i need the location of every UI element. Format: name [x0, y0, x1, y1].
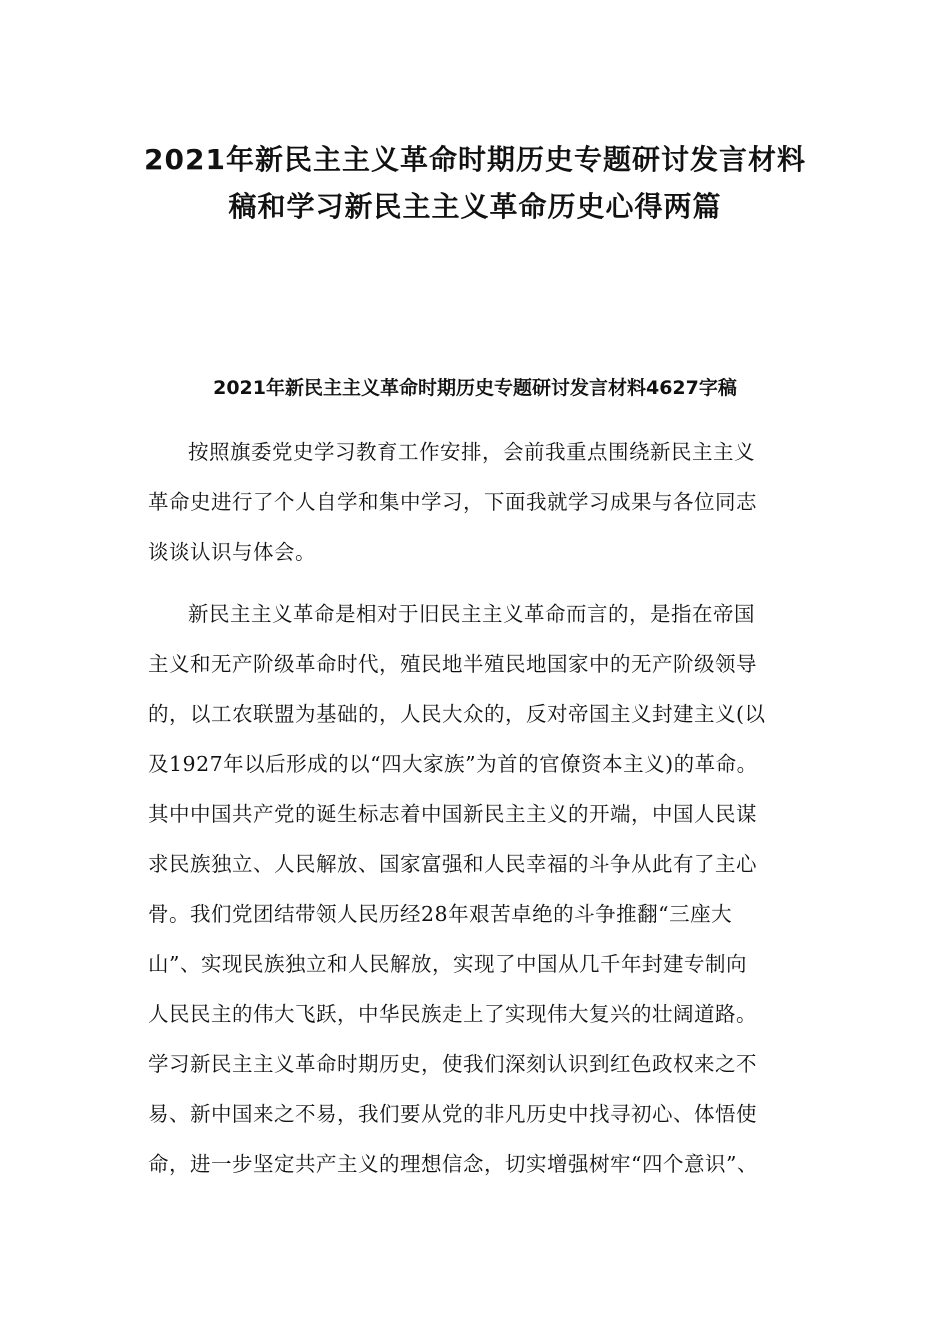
- paragraph-line: 学习新民主主义革命时期历史，使我们深刻认识到红色政权来之不: [148, 1052, 757, 1076]
- paragraph-line: 求民族独立、人民解放、国家富强和人民幸福的斗争从此有了主心: [148, 852, 757, 876]
- paragraph-line: 命，进一步坚定共产主义的理想信念，切实增强树牢“四个意识”、: [148, 1152, 758, 1176]
- paragraph-line: 骨。我们党团结带领人民历经28年艰苦卓绝的斗争推翻“三座大: [148, 902, 733, 926]
- paragraph-line: 按照旗委党史学习教育工作安排，会前我重点围绕新民主主义: [188, 440, 755, 464]
- paragraph-line: 其中中国共产党的诞生标志着中国新民主主义的开端，中国人民谋: [148, 802, 757, 826]
- paragraph-line: 山”、实现民族独立和人民解放，实现了中国从几千年封建专制向: [148, 952, 747, 976]
- paragraph-line: 革命史进行了个人自学和集中学习，下面我就学习成果与各位同志: [148, 490, 757, 514]
- paragraph-line: 新民主主义革命是相对于旧民主主义革命而言的，是指在帝国: [188, 602, 755, 626]
- paragraph-line: 的，以工农联盟为基础的，人民大众的，反对帝国主义封建主义(以: [148, 702, 766, 726]
- paragraph-line: 谈谈认识与体会。: [148, 540, 316, 564]
- paragraph-line: 人民民主的伟大飞跃，中华民族走上了实现伟大复兴的壮阔道路。: [148, 1002, 757, 1026]
- paragraph-line: 易、新中国来之不易，我们要从党的非凡历史中找寻初心、体悟使: [148, 1102, 757, 1126]
- document-title-line-2: 稿和学习新民主主义革命历史心得两篇: [228, 190, 722, 223]
- paragraph-line: 主义和无产阶级革命时代，殖民地半殖民地国家中的无产阶级领导: [148, 652, 757, 676]
- section-title: 2021年新民主主义革命时期历史专题研讨发言材料4627字稿: [213, 377, 737, 399]
- document-title-line-1: 2021年新民主主义革命时期历史专题研讨发言材料: [144, 143, 806, 176]
- paragraph-line: 及1927年以后形成的以“四大家族”为首的官僚资本主义)的革命。: [148, 752, 758, 776]
